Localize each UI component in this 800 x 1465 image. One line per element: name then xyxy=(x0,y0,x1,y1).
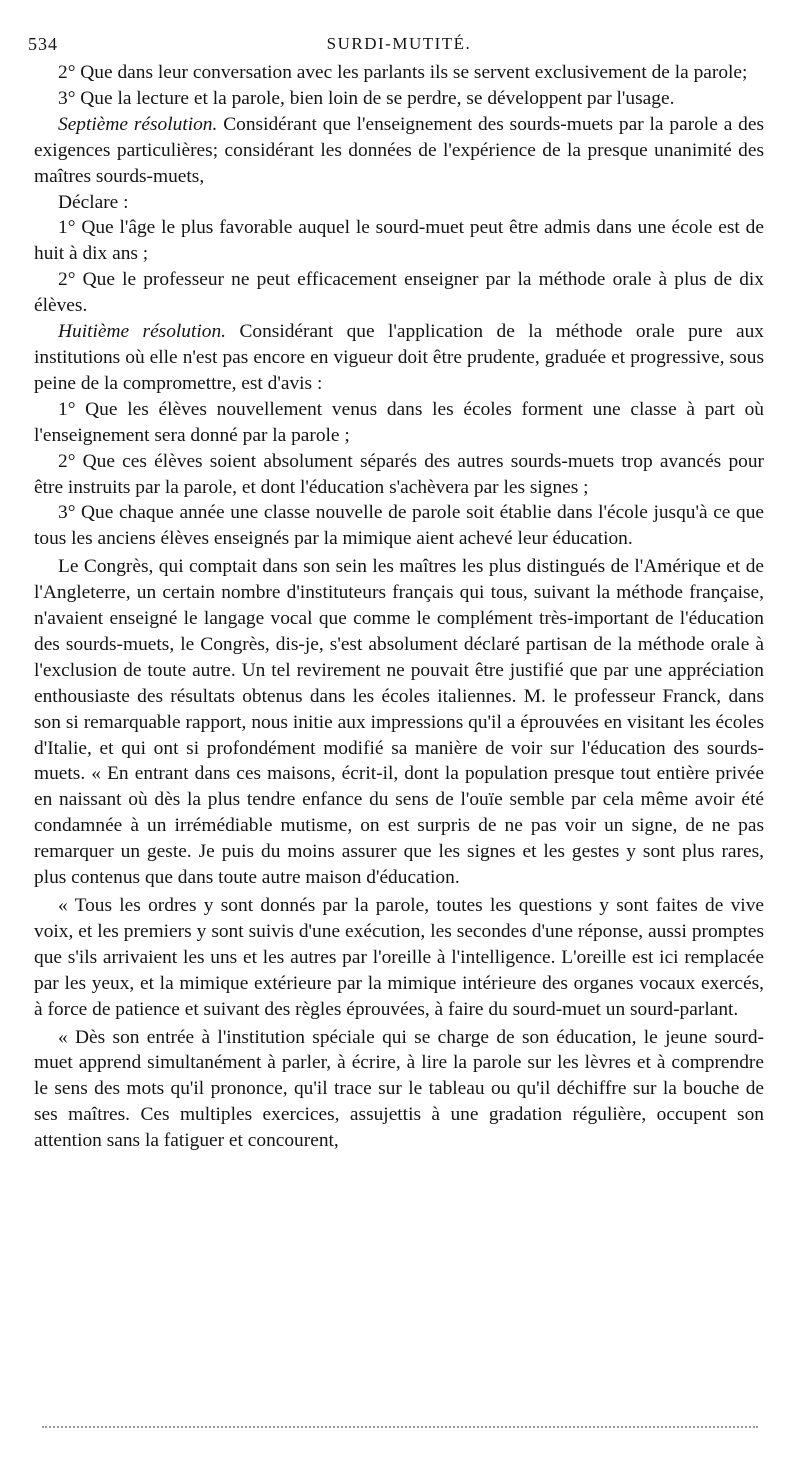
paragraph-item-2 xyxy=(34,449,764,501)
paragraph-item-1 xyxy=(34,397,764,449)
paragraph-item-1 xyxy=(34,215,764,267)
paragraph-text: « Dès son entrée à l'institution spéciale qui se charge de son éducation, le jeune sourd-muet apprend simultanément à parler, à écrire, à lire la parole sur les lèvres et à comprendre le sens des mots qu'il prononce, qu'il trace sur le tableau ou qu'il déchiffre sur la bouche de ses maîtres. Ces multiples exercices, assujettis à une gradation régulière, occupent son attention sans la fatiguer et concourent, xyxy=(34,1026,764,1152)
paragraph-huitieme-resolution xyxy=(34,319,764,397)
paragraph-text: 3° Que la lecture et la parole, bien loin de se perdre, se développent par l'usage. xyxy=(58,87,675,109)
paragraph-item-2 xyxy=(34,267,764,319)
running-head xyxy=(28,30,764,60)
paragraph-item-3 xyxy=(34,86,764,112)
paragraph-text: 1° Que les élèves nouvellement venus dans les écoles forment une classe à part où l'enseignement sera donné par la parole ; xyxy=(34,398,764,446)
resolution-label: Huitième résolution. xyxy=(58,321,227,343)
paragraph-text: 3° Que chaque année une classe nouvelle de parole soit établie dans l'école jusqu'à ce que tous les anciens élèves enseignés par la mimique aient achevé leur éducation. xyxy=(34,502,764,550)
paragraph-text: Déclare : xyxy=(58,191,129,213)
bottom-divider xyxy=(42,1426,758,1428)
paragraph-text: 2° Que dans leur conversation avec les parlants ils se servent exclusivement de la parole; xyxy=(58,62,748,83)
paragraph-text: Le Congrès, qui comptait dans son sein les maîtres les plus distingués de l'Amérique et de l'Angleterre, un certain nombre d'instituteurs français qui tous, suivant la méthode française, n'avaient enseigné le langage vocal que comme le complément très-important de l'éducation des sourds-muets, le Congrès, dis-je, s'est absolument déclaré partisan de la méthode orale à l'exclusion de toute autre. Un tel revirement ne pouvait être justifié que par une appréciation enthousiaste des résultats obtenus dans les écoles italiennes. M. le professeur Franck, dans son si remarquable rapport, nous initie aux impressions qu'il a éprouvées en visitant les écoles d'Italie, et qui ont si profondément modifié sa manière de voir sur l'éducation des sourds-muets. « En entrant dans ces maisons, écrit-il, dont la population presque tout entière privée en naissant où dès la plus tendre enfance du sens de l'ouïe semble par cela même avoir été condamnée à un irrémédiable mutisme, on est surpris de ne pas voir un signe, de ne pas remarquer un geste. Je puis du moins assurer que les signes et les gestes y sont plus rares, plus contenus que dans toute autre maison d'éducation. xyxy=(34,556,764,889)
paragraph-quote-entree xyxy=(34,1025,764,1155)
paragraph-text: Considérant que l'enseignement des sourds-muets par la parole a des exigences particulières; considérant les données de l'expérience de la presque unanimité des maîtres sourds-muets, xyxy=(34,113,764,187)
running-title: SURDI-MUTITÉ. xyxy=(326,34,472,53)
paragraph-quote-ordres xyxy=(34,893,764,1023)
body-text xyxy=(34,60,764,1154)
resolution-label: Septième résolution. xyxy=(58,113,218,135)
paragraph-declare xyxy=(34,190,764,216)
paragraph-text: « Tous les ordres y sont donnés par la parole, toutes les questions y sont faites de vive voix, et les premiers y sont suivis d'une exécution, les secondes d'une réponse, aussi promptes que s'ils arrivaient les uns et les autres par l'oreille à l'intelligence. L'oreille est ici remplacée par les yeux, et la mimique extérieure par la mimique intérieure des organes vocaux exercés, à force de patience et suivant des règles éprouvées, à faire du sourd-muet un sourd-parlant. xyxy=(34,895,764,1020)
paragraph-text: 1° Que l'âge le plus favorable auquel le sourd-muet peut être admis dans une école est de huit à dix ans ; xyxy=(34,217,764,265)
paragraph-congres xyxy=(34,554,764,891)
page-number: 534 xyxy=(28,34,58,54)
book-page xyxy=(28,30,764,1154)
paragraph-item-2 xyxy=(34,60,764,86)
paragraph-text: 2° Que ces élèves soient absolument séparés des autres sourds-muets trop avancés pour être instruits par la parole, et dont l'éducation s'achèvera par les signes ; xyxy=(34,450,764,498)
paragraph-text: 2° Que le professeur ne peut efficacement enseigner par la méthode orale à plus de dix élèves. xyxy=(34,269,764,317)
paragraph-septieme-resolution xyxy=(34,112,764,190)
paragraph-text: Considérant que l'application de la méthode orale pure aux institutions où elle n'est pas encore en vigueur doit être prudente, graduée et progressive, sous peine de la compromettre, est d'avis : xyxy=(34,321,764,394)
paragraph-item-3 xyxy=(34,500,764,552)
